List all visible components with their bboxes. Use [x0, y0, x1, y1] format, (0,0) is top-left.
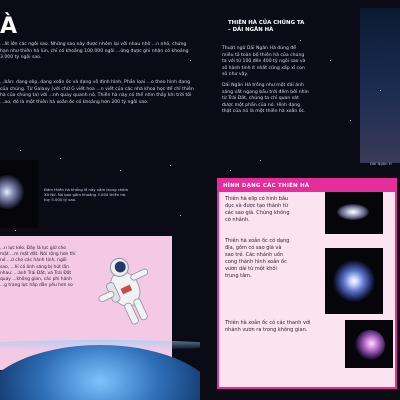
star-dot — [330, 60, 331, 61]
intro-paragraph: ...ất lớn các ngôi sao. Những sao này được nhóm lại với nhau nhờ ...n nhỏ, chứng hạn như thiên hà lùn, chỉ có khoảng 100.000 ngôi ...ững được ghi nhận có khoảng 3.000 tỷ ngôi sao. — [0, 42, 189, 61]
star-dot — [260, 160, 261, 161]
milky-way-paragraph-1: Thuật ngữ Dải Ngân Hà dùng để miêu tả toàn bộ thiên hà của chúng ta với từ 100 đến 400 tỷ ngôi sao và số hành tinh ít nhất cũng xấp xỉ con số như vậy. — [222, 46, 306, 78]
star-dot — [230, 170, 231, 171]
star-dot — [15, 230, 16, 231]
page-title: À — [0, 14, 19, 39]
elliptical-text: Thiên hà elip có hình bầu dục và được tạo thành từ các sao già. Chúng không có nhánh. — [225, 196, 290, 223]
milky-way-paragraph-2: Dải Ngân Hà trông như một dải ánh sáng vắt ngang bầu trời đêm bởi nhìn từ Trái Đất, chúng ta chỉ quan sát được một phần của nó. Hình dạng thật của nó là một thiên hà xoắn ốc. — [222, 83, 309, 115]
star-dot — [180, 215, 181, 216]
galaxy-cluster-caption: Đám thiên hà khổng lồ này nằm trong chòm Xử Nữ. Nó bao gồm khoảng 3.000 thiên hà, tuy 5.000 tỷ sao. — [44, 187, 129, 203]
star-dot — [190, 60, 191, 61]
star-dot — [300, 40, 301, 41]
galaxy-shapes-title: HÌNH DẠNG CÁC THIÊN HÀ — [223, 183, 310, 189]
milky-way-photo — [360, 8, 400, 163]
star-dot — [120, 170, 121, 171]
shapes-paragraph: ...bản: dạng elip, dạng xoắn ốc và dạng vô định hình. Phần lọai ...o theo hình dạng của chúng. Từ Galaxy (với chữ G viết hoa ...n viết của các nhà khoa học để chỉ thiên hà của chúng ta) với ...nh quay quanh nó. Thiên hà này có thể nhìn thấy khi trời tối ...ao, đó là một thiên hà xoắn ốc có khoảng hơn 200 tỷ ngôi sao. — [0, 80, 194, 105]
milky-way-photo-caption: Dải Ngân H — [370, 161, 392, 166]
astronaut-illustration — [85, 249, 165, 334]
star-dot — [380, 90, 381, 91]
star-dot — [350, 120, 351, 121]
spiral-galaxy — [333, 260, 375, 302]
barred-galaxy — [355, 330, 385, 360]
spiral-galaxy-image — [325, 248, 383, 314]
right-page — [200, 0, 400, 400]
elliptical-galaxy-image — [325, 192, 383, 234]
galaxy-shapes-box — [217, 178, 397, 389]
milky-way-heading: THIÊN HÀ CỦA CHÚNG TA – DẢI NGÂN HÀ — [228, 20, 305, 33]
star-dot — [170, 165, 171, 166]
elliptical-galaxy — [337, 204, 369, 220]
star-dot — [20, 150, 21, 151]
barred-spiral-text: Thiên hà xoắn ốc có các thanh với nhánh vươn ra trong không gian. — [225, 320, 311, 333]
star-dot — [60, 158, 61, 159]
spiral-text: Thiên hà xoắn ốc có dạng đĩa, gồm có sao già và sao trẻ. Các nhánh uốn cong thành hình xoắn ốc vươn dài từ một khối trung tâm. — [225, 238, 290, 279]
gravity-text: ...n lực kéo. Đây là lực giữ cho mặt ...m mặt đất. Nói rộng hơn thì nó ...ứ cho các hành tinh, ngôi sao, ...hỉ có ảnh sáng bị hút lấn nhau: ...ành Trái Đất, và Trái Đất quay ...không gian, các phi hành ...g trạng lực hấp dẫn yếu hơn so — [0, 246, 76, 289]
barred-galaxy-image — [345, 320, 393, 368]
